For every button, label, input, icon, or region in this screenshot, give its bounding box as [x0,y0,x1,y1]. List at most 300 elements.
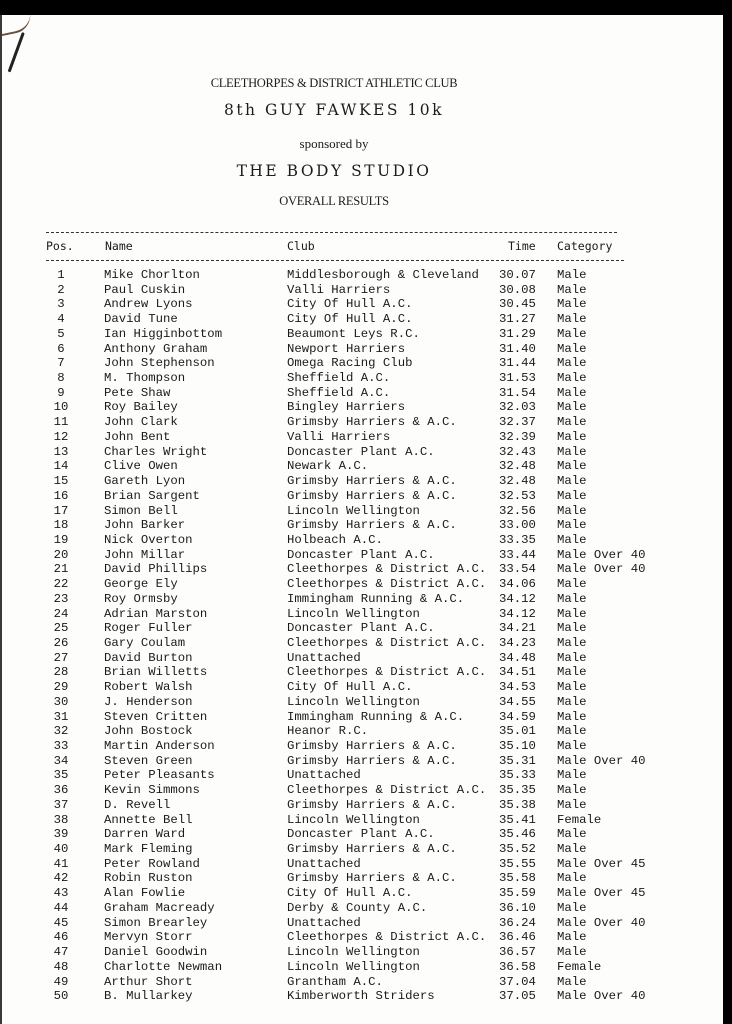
cell-name: Steven Critten [104,709,208,724]
cell-position: 48 [53,959,69,974]
cell-category: Male [557,945,587,960]
organiser-title: CLEETHORPES & DISTRICT ATHLETIC CLUB [210,76,458,90]
cell-club: Unattached [287,856,361,871]
cell-category: Male [557,282,587,297]
cell-category: Male [557,371,587,386]
cell-category: Male [557,871,587,886]
cell-time: 34.48 [499,650,536,665]
cell-time: 31.29 [499,326,536,341]
cell-club: Unattached [287,650,361,665]
cell-name: Roy Bailey [104,400,178,415]
cell-position: 38 [53,812,69,827]
cell-name: Ian Higginbottom [104,326,223,341]
cell-position: 8 [57,371,65,386]
cell-club: Holbeach A.C. [287,532,383,547]
cell-name: Roy Ormsby [104,591,178,606]
cell-club: Lincoln Wellington [287,694,420,709]
cell-position: 42 [53,871,69,886]
header-time: Time [508,239,536,253]
cell-name: David Tune [104,312,178,327]
cell-name: Martin Anderson [104,739,215,753]
cell-category: Male Over 40 [557,989,646,1004]
cell-name: Nick Overton [104,532,193,547]
cell-time: 37.05 [499,989,536,1004]
sponsor-name: THE BODY STUDIO [236,162,432,180]
cell-category: Male [557,827,587,842]
table-row [0,268,732,283]
cell-name: Steven Green [104,753,193,768]
cell-name: J. Henderson [104,694,193,709]
table-row [0,636,732,651]
table-row [0,474,732,489]
cell-position: 41 [53,856,69,871]
table-row [0,651,732,666]
cell-time: 30.45 [499,297,536,312]
cell-position: 22 [53,577,69,592]
cell-category: Female [557,959,602,974]
cell-time: 35.01 [499,724,536,739]
cell-name: Charles Wright [104,444,208,459]
cell-time: 31.27 [499,312,536,327]
cell-category: Male [557,650,587,665]
cell-category: Male [557,429,587,444]
cell-position: 16 [53,488,69,503]
table-row [0,960,732,975]
cell-category: Male [557,621,587,636]
header-pos: Pos. [46,239,74,253]
table-row [0,400,732,415]
cell-time: 34.12 [499,591,536,606]
table-row [0,283,732,298]
cell-position: 32 [53,724,69,739]
cell-club: Lincoln Wellington [287,606,420,621]
table-row [0,754,732,769]
table-row [0,548,732,563]
cell-time: 31.44 [499,356,536,371]
cell-time: 34.55 [499,694,536,709]
cell-time: 36.58 [499,959,536,974]
cell-club: Doncaster Plant A.C. [287,621,435,636]
table-row [0,415,732,430]
cell-name: Kevin Simmons [104,783,200,798]
cell-name: Simon Brearley [104,915,208,930]
cell-name: Brian Willetts [104,665,208,680]
cell-club: Doncaster Plant A.C. [287,444,435,459]
cell-position: 28 [53,665,69,680]
cell-category: Male [557,709,587,724]
cell-time: 34.21 [499,621,536,636]
cell-club: Lincoln Wellington [287,959,420,974]
table-row [0,783,732,798]
cell-club: Grimsby Harriers & A.C. [287,488,457,503]
cell-time: 37.04 [499,974,536,989]
cell-category: Male [557,974,587,989]
table-row [0,489,732,504]
cell-time: 36.57 [499,945,536,960]
cell-name: Robin Ruston [104,871,193,886]
table-row [0,297,732,312]
cell-position: 46 [53,930,69,945]
cell-time: 36.24 [499,915,536,930]
table-row [0,975,732,990]
cell-name: Peter Rowland [104,856,200,871]
cell-time: 32.48 [499,459,536,474]
table-row [0,621,732,636]
dashed-rule-top [46,232,617,233]
cell-name: George Ely [104,577,178,592]
cell-position: 45 [53,915,69,930]
table-row [0,930,732,945]
cell-club: Cleethorpes & District A.C. [287,635,487,650]
cell-club: City Of Hull A.C. [287,297,413,312]
cell-name: Daniel Goodwin [104,945,208,960]
cell-position: 13 [53,444,69,459]
cell-time: 34.12 [499,606,536,621]
cell-name: Graham Macready [104,900,215,915]
cell-category: Male [557,444,587,459]
cell-time: 36.10 [499,900,536,915]
cell-position: 49 [53,974,69,989]
cell-name: John Bostock [104,724,193,739]
table-row [0,724,732,739]
cell-time: 35.55 [499,856,536,871]
cell-position: 50 [53,989,69,1004]
cell-position: 17 [53,503,69,518]
cell-time: 32.03 [499,400,536,415]
table-row [0,813,732,828]
table-row [0,901,732,916]
cell-time: 33.00 [499,518,536,533]
cell-time: 30.08 [499,282,536,297]
cell-club: Doncaster Plant A.C. [287,827,435,842]
cell-position: 47 [53,945,69,960]
cell-category: Female [557,812,602,827]
cell-category: Male [557,680,587,695]
cell-club: Beaumont Leys R.C. [287,326,420,341]
cell-time: 32.43 [499,444,536,459]
cell-category: Male [557,842,587,857]
cell-name: John Millar [104,547,186,562]
cell-time: 32.48 [499,474,536,489]
cell-position: 23 [53,591,69,606]
table-row [0,886,732,901]
table-row [0,739,732,754]
cell-club: Middlesborough & Cleveland [287,268,479,282]
cell-name: M. Thompson [104,371,186,386]
table-row [0,798,732,813]
table-row [0,680,732,695]
table-row [0,371,732,386]
cell-name: Alan Fowlie [104,886,186,901]
cell-position: 37 [53,797,69,812]
cell-category: Male [557,356,587,371]
cell-time: 35.31 [499,753,536,768]
cell-position: 3 [57,297,65,312]
cell-category: Male [557,930,587,945]
race-title: 8th GUY FAWKES 10k [223,101,445,119]
cell-time: 35.52 [499,842,536,857]
cell-position: 10 [53,400,69,415]
cell-category: Male Over 45 [557,856,646,871]
table-row [0,871,732,886]
cell-category: Male Over 40 [557,562,646,577]
cell-category: Male [557,900,587,915]
cell-category: Male [557,268,587,282]
cell-name: Clive Owen [104,459,178,474]
header-club: Club [287,239,315,253]
cell-position: 24 [53,606,69,621]
cell-time: 33.44 [499,547,536,562]
cell-time: 30.07 [499,268,536,282]
header-category: Category [557,239,613,253]
table-row [0,710,732,725]
cell-name: John Clark [104,415,178,430]
table-row [0,327,732,342]
cell-club: Derby & County A.C. [287,900,428,915]
cell-time: 36.46 [499,930,536,945]
cell-position: 1 [57,268,65,282]
cell-position: 6 [57,341,65,356]
cell-club: City Of Hull A.C. [287,312,413,327]
table-row [0,356,732,371]
table-row [0,768,732,783]
cell-category: Male [557,503,587,518]
cell-time: 35.35 [499,783,536,798]
cell-time: 34.59 [499,709,536,724]
cell-position: 30 [53,694,69,709]
cell-position: 11 [53,415,69,430]
cell-position: 44 [53,900,69,915]
table-row [0,665,732,680]
cell-category: Male [557,385,587,400]
cell-club: Grimsby Harriers & A.C. [287,842,457,857]
table-row [0,430,732,445]
table-row [0,592,732,607]
cell-name: B. Mullarkey [104,989,193,1004]
cell-position: 43 [53,886,69,901]
table-row [0,459,732,474]
cell-name: Darren Ward [104,827,186,842]
cell-club: Heanor R.C. [287,724,369,739]
cell-club: Grimsby Harriers & A.C. [287,797,457,812]
cell-category: Male [557,488,587,503]
cell-name: Simon Bell [104,503,178,518]
cell-category: Male [557,532,587,547]
cell-name: David Burton [104,650,193,665]
table-row [0,386,732,401]
cell-position: 5 [57,326,65,341]
cell-name: Paul Cuskin [104,282,186,297]
cell-category: Male [557,739,587,753]
results-table [0,268,732,1004]
cell-club: Immingham Running & A.C. [287,709,465,724]
cell-category: Male [557,694,587,709]
cell-position: 33 [53,739,69,753]
cell-name: Gary Coulam [104,635,186,650]
cell-name: Mark Fleming [104,842,193,857]
cell-category: Male [557,312,587,327]
cell-club: Grimsby Harriers & A.C. [287,474,457,489]
cell-name: John Barker [104,518,186,533]
cell-category: Male Over 45 [557,886,646,901]
cell-time: 32.56 [499,503,536,518]
cell-position: 26 [53,635,69,650]
cell-name: Adrian Marston [104,606,208,621]
cell-position: 31 [53,709,69,724]
cell-position: 14 [53,459,69,474]
cell-club: Grimsby Harriers & A.C. [287,415,457,430]
cell-category: Male [557,635,587,650]
cell-time: 32.53 [499,488,536,503]
cell-club: Cleethorpes & District A.C. [287,930,487,945]
cell-name: Brian Sargent [104,488,200,503]
cell-time: 31.54 [499,385,536,400]
cell-category: Male [557,415,587,430]
cell-time: 33.54 [499,562,536,577]
cell-time: 35.59 [499,886,536,901]
sponsored-by-label: sponsored by [299,136,369,151]
table-row [0,842,732,857]
cell-time: 32.37 [499,415,536,430]
cell-category: Male [557,797,587,812]
cell-club: Grimsby Harriers & A.C. [287,871,457,886]
cell-club: Lincoln Wellington [287,503,420,518]
table-row [0,342,732,357]
cell-time: 35.10 [499,739,536,753]
table-row [0,857,732,872]
cell-club: City Of Hull A.C. [287,680,413,695]
table-row [0,989,732,1004]
cell-club: Doncaster Plant A.C. [287,547,435,562]
cell-time: 31.40 [499,341,536,356]
cell-position: 21 [53,562,69,577]
cell-time: 35.38 [499,797,536,812]
cell-position: 29 [53,680,69,695]
cell-position: 9 [57,385,65,400]
cell-time: 34.23 [499,635,536,650]
cell-position: 18 [53,518,69,533]
cell-time: 34.51 [499,665,536,680]
cell-position: 20 [53,547,69,562]
cell-category: Male [557,326,587,341]
cell-category: Male [557,606,587,621]
table-row [0,607,732,622]
cell-position: 35 [53,768,69,783]
table-row [0,945,732,960]
cell-position: 12 [53,429,69,444]
cell-name: Pete Shaw [104,385,171,400]
cell-time: 35.58 [499,871,536,886]
cell-club: Grimsby Harriers & A.C. [287,518,457,533]
cell-category: Male Over 40 [557,753,646,768]
cell-club: Grantham A.C. [287,974,383,989]
cell-name: Robert Walsh [104,680,193,695]
cell-time: 34.06 [499,577,536,592]
cell-category: Male [557,518,587,533]
cell-name: Roger Fuller [104,621,193,636]
cell-name: Andrew Lyons [104,297,193,312]
cell-category: Male Over 40 [557,915,646,930]
table-row [0,577,732,592]
cell-name: Mervyn Storr [104,930,193,945]
cell-position: 4 [57,312,65,327]
cell-name: D. Revell [104,797,171,812]
cell-name: Gareth Lyon [104,474,186,489]
cell-time: 35.46 [499,827,536,842]
table-row [0,533,732,548]
cell-category: Male [557,474,587,489]
cell-position: 15 [53,474,69,489]
cell-category: Male [557,768,587,783]
header-name: Name [105,239,133,253]
cell-time: 34.53 [499,680,536,695]
cell-club: Newport Harriers [287,341,406,356]
cell-category: Male [557,665,587,680]
cell-club: Cleethorpes & District A.C. [287,783,487,798]
table-row [0,312,732,327]
cell-position: 34 [53,753,69,768]
cell-club: Valli Harriers [287,282,391,297]
cell-name: Annette Bell [104,812,193,827]
cell-position: 36 [53,783,69,798]
cell-name: David Phillips [104,562,208,577]
cell-club: Grimsby Harriers & A.C. [287,739,457,753]
table-row [0,827,732,842]
table-row [0,504,732,519]
cell-club: Lincoln Wellington [287,812,420,827]
cell-club: Kimberworth Striders [287,989,435,1004]
cell-category: Male Over 40 [557,547,646,562]
cell-category: Male [557,783,587,798]
cell-club: Newark A.C. [287,459,369,474]
cell-time: 35.41 [499,812,536,827]
cell-category: Male [557,724,587,739]
cell-name: Charlotte Newman [104,959,223,974]
cell-club: Sheffield A.C. [287,385,391,400]
cell-name: Anthony Graham [104,341,208,356]
table-row [0,445,732,460]
cell-club: Grimsby Harriers & A.C. [287,753,457,768]
section-title: OVERALL RESULTS [279,194,389,208]
cell-category: Male [557,459,587,474]
cell-time: 33.35 [499,532,536,547]
cell-name: John Bent [104,429,171,444]
cell-position: 40 [53,842,69,857]
cell-club: Cleethorpes & District A.C. [287,665,487,680]
table-row [0,518,732,533]
cell-time: 35.33 [499,768,536,783]
cell-category: Male [557,577,587,592]
cell-category: Male [557,297,587,312]
dashed-rule-bottom [46,260,624,261]
cell-club: Cleethorpes & District A.C. [287,562,487,577]
cell-name: Peter Pleasants [104,768,215,783]
table-row [0,916,732,931]
cell-club: Cleethorpes & District A.C. [287,577,487,592]
table-row [0,562,732,577]
cell-position: 2 [57,282,65,297]
cell-position: 27 [53,650,69,665]
cell-category: Male [557,341,587,356]
cell-name: Mike Chorlton [104,268,200,282]
cell-club: Sheffield A.C. [287,371,391,386]
cell-time: 31.53 [499,371,536,386]
cell-club: Immingham Running & A.C. [287,591,465,606]
cell-club: Unattached [287,915,361,930]
cell-club: Bingley Harriers [287,400,406,415]
cell-name: Arthur Short [104,974,193,989]
cell-position: 19 [53,532,69,547]
